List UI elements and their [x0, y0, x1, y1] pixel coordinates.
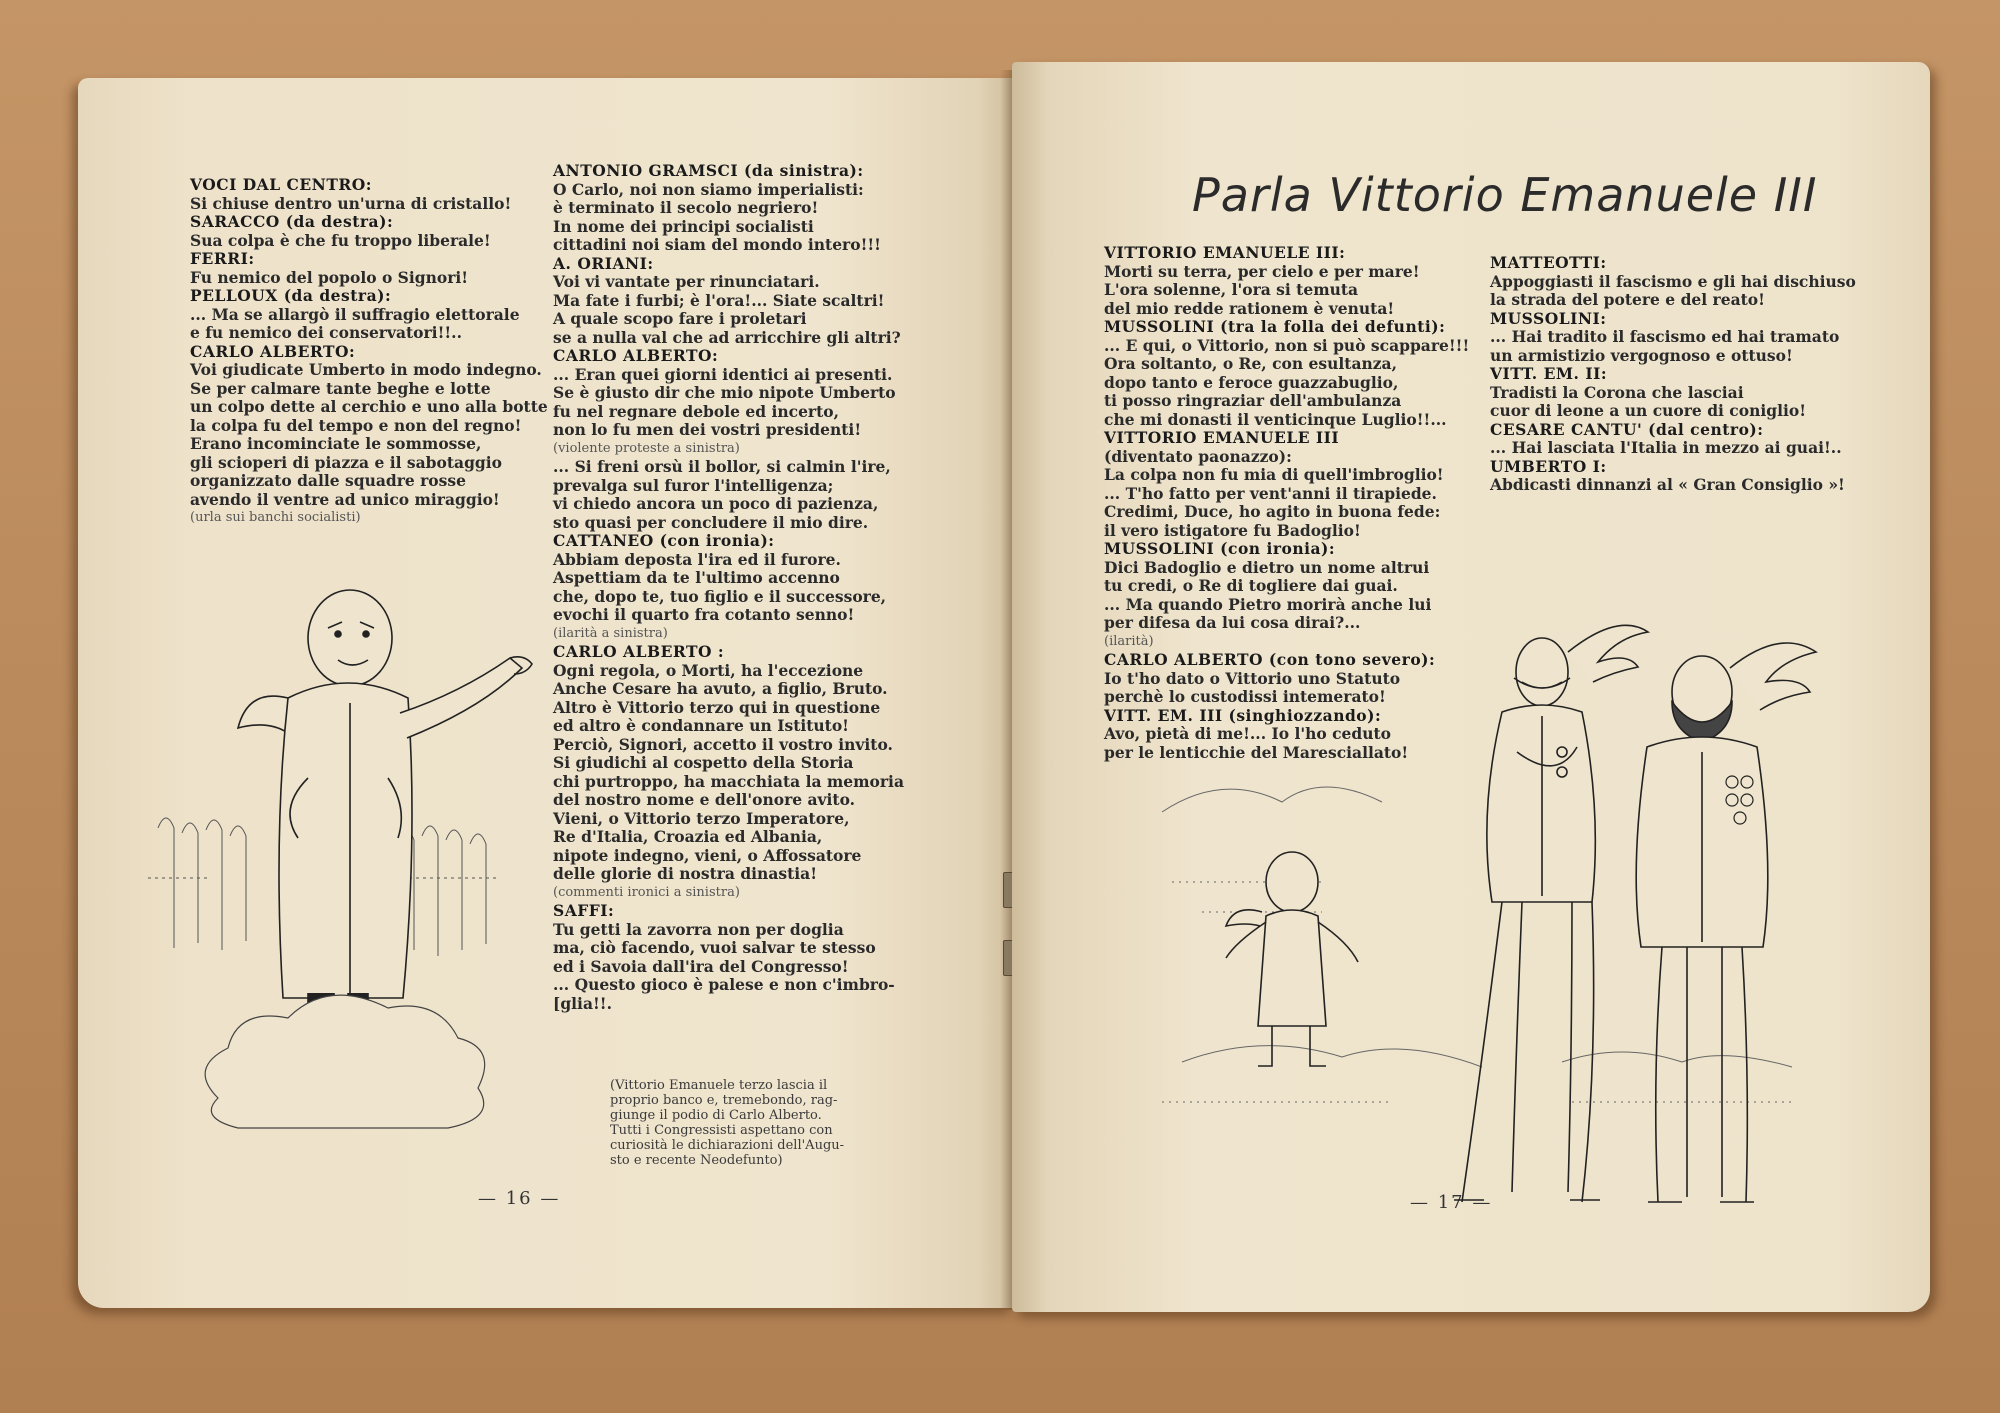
verse-line: Aspettiam da te l'ultimo accenno [553, 568, 840, 587]
caricature-illustration-left [138, 578, 578, 1248]
verse-line: La colpa non fu mia di quell'imbroglio! [1104, 465, 1444, 484]
speaker-name: VOCI DAL CENTRO: [190, 175, 372, 194]
left-page [78, 78, 1016, 1308]
endnote-line: giunge il podio di Carlo Alberto. [610, 1108, 822, 1123]
verse-line: Ora soltanto, o Re, con esultanza, [1104, 354, 1397, 373]
speaker-name: FERRI: [190, 249, 255, 268]
verse-line: ma, ciò facendo, vuoi salvar te stesso [553, 938, 876, 957]
verse-line: In nome dei principi socialisti [553, 216, 814, 236]
verse-line: Tu getti la zavorra non per doglia [553, 919, 844, 939]
verse-line: che mi donasti il venticinque Luglio!!... [1104, 409, 1447, 429]
verse-line: Anche Cesare ha avuto, a figlio, Bruto. [553, 679, 888, 698]
verse-line: organizzato dalle squadre rosse [190, 471, 466, 490]
page-number-16: — 16 — [478, 1188, 561, 1209]
verse-line: Morti su terra, per cielo e per mare! [1104, 261, 1420, 281]
speaker-name: MUSSOLINI (con ironia): [1104, 539, 1336, 558]
stage-note: (violente proteste a sinistra) [553, 440, 740, 456]
endnote-line: proprio banco e, tremebondo, rag- [610, 1093, 838, 1108]
verse-line: cittadini noi siam del mondo intero!!! [553, 235, 881, 254]
speaker-direction: (diventato paonazzo): [1104, 446, 1292, 466]
verse-line: L'ora solenne, l'ora si temuta [1104, 280, 1359, 299]
verse-line: Tradisti la Corona che lasciai [1490, 382, 1744, 402]
verse-line: per le lenticchie del Maresciallato! [1104, 742, 1409, 762]
verse-line: dopo tanto e feroce guazzabuglio, [1104, 372, 1399, 392]
verse-line: ... E qui, o Vittorio, non si può scappare!!! [1104, 335, 1470, 355]
verse-line: fu nel regnare debole ed incerto, [553, 401, 839, 421]
verse-line: Si chiuse dentro un'urna di cristallo! [190, 193, 512, 213]
verse-line: ed i Savoia dall'ira del Congresso! [553, 956, 849, 976]
endnote-line: curiosità le dichiarazioni dell'Augu- [610, 1138, 845, 1153]
speaker-name: PELLOUX (da destra): [190, 286, 392, 305]
verse-line: A quale scopo fare i proletari [553, 309, 807, 328]
verse-line: Io t'ho dato o Vittorio uno Statuto [1104, 668, 1401, 688]
verse-line: vi chiedo ancora un poco di pazienza, [553, 494, 879, 513]
endnote-line: (Vittorio Emanuele terzo lascia il [610, 1078, 828, 1093]
verse-line: nipote indegno, vieni, o Affossatore [553, 845, 862, 865]
verse-line: se a nulla val che ad arricchire gli altri? [553, 327, 901, 347]
verse-line: Altro è Vittorio terzo qui in questione [553, 697, 881, 717]
speaker-name: ANTONIO GRAMSCI (da sinistra): [553, 161, 864, 180]
speaker-name: CATTANEO (con ironia): [553, 531, 775, 550]
stage-note: (ilarità a sinistra) [553, 625, 668, 641]
left-column-2 [553, 162, 953, 1013]
verse-line: Appoggiasti il fascismo e gli hai dischiuso [1490, 271, 1856, 291]
speaker-name: VITTORIO EMANUELE III: [1104, 243, 1346, 262]
speaker-name: VITT. EM. II: [1490, 364, 1608, 383]
speaker-name: CARLO ALBERTO (con tono severo): [1104, 650, 1436, 669]
verse-line: la colpa fu del tempo e non del regno! [190, 415, 522, 435]
verse-line: Ma fate i furbi; è l'ora!... Siate scaltri! [553, 290, 885, 310]
verse-line: ... Si freni orsù il bollor, si calmin l'ire, [553, 457, 891, 476]
page-title: Parla Vittorio Emanuele III [1192, 168, 1818, 222]
verse-line: Si giudichi al cospetto della Storia [553, 753, 854, 772]
verse-line: chi purtroppo, ha macchiata la memoria [553, 771, 904, 791]
verse-line: Sua colpa è che fu troppo liberale! [190, 230, 491, 250]
right-column-2 [1490, 254, 1890, 495]
verse-line: ti posso ringraziar dell'ambulanza [1104, 391, 1402, 410]
speaker-name: MUSSOLINI: [1490, 308, 1607, 328]
verse-line: delle glorie di nostra dinastia! [553, 864, 817, 883]
stage-direction-note [610, 1078, 844, 1168]
verse-line: Ogni regola, o Morti, ha l'eccezione [553, 660, 864, 680]
verse-line: Fu nemico del popolo o Signori! [190, 267, 469, 287]
endnote-line: Tutti i Congressisti aspettano con [610, 1123, 833, 1138]
verse-line: Perciò, Signori, accetto il vostro invito. [553, 734, 893, 754]
verse-line: Avo, pietà di me!... Io l'ho ceduto [1104, 724, 1392, 743]
verse-line: perchè lo custodissi intemerato! [1104, 687, 1386, 706]
stage-note: (ilarità) [1104, 633, 1154, 649]
verse-line: gli scioperi di piazza e il sabotaggio [190, 452, 502, 472]
verse-line: cuor di leone a un cuore di coniglio! [1490, 401, 1807, 420]
verse-line: evochi il quarto fra cotanto senno! [553, 605, 855, 624]
speaker-name: UMBERTO I: [1490, 456, 1607, 476]
speaker-name: CESARE CANTU' (dal centro): [1490, 419, 1764, 439]
verse-line: Vieni, o Vittorio terzo Imperatore, [553, 808, 850, 828]
verse-line: Abdicasti dinnanzi al « Gran Consiglio »! [1490, 475, 1845, 494]
endnote-line: sto e recente Neodefunto) [610, 1153, 783, 1168]
verse-line: del mio redde rationem è venuta! [1104, 298, 1395, 318]
speaker-name: A. ORIANI: [553, 253, 654, 273]
verse-line: ed altro è condannare un Istituto! [553, 716, 849, 735]
verse-line: Dici Badoglio e dietro un nome altrui [1104, 557, 1430, 577]
verse-line: ... Eran quei giorni identici ai presenti. [553, 364, 893, 384]
right-page [1012, 62, 1930, 1312]
page-number-17: — 17 — [1410, 1192, 1493, 1213]
verse-line: Abbiam deposta l'ira ed il furore. [553, 549, 841, 569]
verse-line: tu credi, o Re di togliere dai guai. [1104, 576, 1398, 595]
verse-line: Voi vi vantate per rinunciatari. [553, 272, 820, 291]
speaker-name: MUSSOLINI (tra la folla dei defunti): [1104, 317, 1446, 336]
verse-line: ... Hai lasciata l'Italia in mezzo ai guai!.. [1490, 438, 1842, 457]
verse-line: la strada del potere e del reato! [1490, 290, 1765, 309]
verse-line: e fu nemico dei conservatori!!.. [190, 323, 462, 342]
verse-line: il vero istigatore fu Badoglio! [1104, 520, 1361, 540]
verse-line: prevalga sul furor l'intelligenza; [553, 475, 834, 495]
verse-line: [glia!!. [553, 993, 612, 1013]
verse-line: O Carlo, noi non siamo imperialisti: [553, 179, 864, 199]
verse-line: ... Ma quando Pietro morirà anche lui [1104, 594, 1432, 614]
verse-line: che, dopo te, tuo figlio e il successore, [553, 586, 887, 606]
verse-line: è terminato il secolo negriero! [553, 198, 819, 217]
verse-line: del nostro nome e dell'onore avito. [553, 790, 856, 809]
verse-line: Credimi, Duce, ho agito in buona fede: [1104, 502, 1441, 521]
verse-line: Se per calmare tante beghe e lotte [190, 378, 491, 398]
speaker-name: VITTORIO EMANUELE III [1104, 428, 1340, 447]
verse-line: ... T'ho fatto per vent'anni il tirapiede. [1104, 483, 1437, 503]
verse-line: un colpo dette al cerchio e uno alla botte [190, 397, 548, 416]
verse-line: ... Ma se allargò il suffragio elettorale [190, 304, 520, 324]
verse-line: ... Hai tradito il fascismo ed hai tramato [1490, 327, 1840, 346]
verse-line: non lo fu men dei vostri presidenti! [553, 420, 862, 439]
speaker-name: VITT. EM. III (singhiozzando): [1104, 705, 1382, 725]
verse-line: Se è giusto dir che mio nipote Umberto [553, 383, 896, 402]
verse-line: avendo il ventre ad unico miraggio! [190, 489, 500, 509]
speaker-name: MATTEOTTI: [1490, 253, 1607, 272]
verse-line: Erano incominciate le sommosse, [190, 434, 482, 453]
verse-line: ... Questo gioco è palese e non c'imbro- [553, 975, 895, 994]
verse-line: un armistizio vergognoso e ottuso! [1490, 345, 1793, 365]
verse-line: per difesa da lui cosa dirai?... [1104, 613, 1361, 632]
left-column-1 [190, 175, 548, 528]
caricature-illustration-right [1142, 582, 1862, 1222]
stage-note: (commenti ironici a sinistra) [553, 884, 740, 900]
speaker-name: CARLO ALBERTO: [553, 346, 719, 365]
stage-note: (urla sui banchi socialisti) [190, 510, 361, 525]
verse-line: Re d'Italia, Croazia ed Albania, [553, 827, 823, 846]
speaker-name: SAFFI: [553, 901, 615, 920]
speaker-name: CARLO ALBERTO: [190, 341, 356, 361]
verse-line: sto quasi per concludere il mio dire. [553, 512, 869, 532]
verse-line: Voi giudicate Umberto in modo indegno. [190, 360, 542, 379]
speaker-name: SARACCO (da destra): [190, 212, 394, 231]
speaker-name: CARLO ALBERTO : [553, 642, 725, 661]
